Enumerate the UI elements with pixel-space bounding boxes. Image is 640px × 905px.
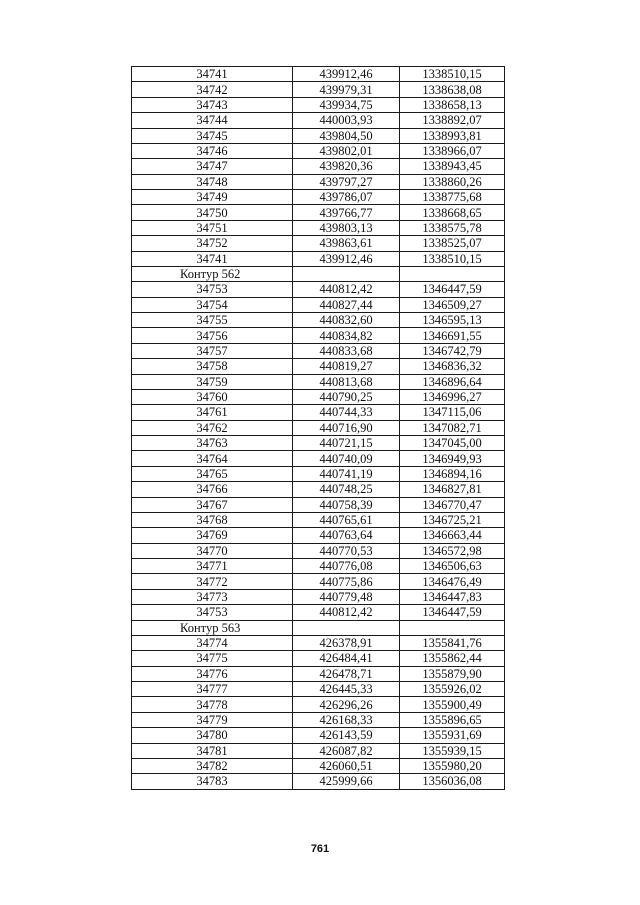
x-coordinate-cell: 440770,53 <box>293 543 400 558</box>
y-coordinate-cell: 1355896,65 <box>400 712 505 727</box>
point-number-cell: 34741 <box>132 251 293 266</box>
y-coordinate-cell: 1346509,27 <box>400 297 505 312</box>
point-number-cell: 34780 <box>132 728 293 743</box>
x-coordinate-cell: 440812,42 <box>293 605 400 620</box>
contour-heading-row <box>132 620 505 635</box>
point-number-cell: 34743 <box>132 97 293 112</box>
y-coordinate-cell: 1346595,13 <box>400 313 505 328</box>
y-coordinate-cell: 1346949,93 <box>400 451 505 466</box>
point-number-cell: 34755 <box>132 313 293 328</box>
point-number-cell: 34778 <box>132 697 293 712</box>
y-coordinate-cell: 1346827,81 <box>400 482 505 497</box>
y-coordinate-cell: 1338658,13 <box>400 97 505 112</box>
contour-heading-cell: Контур 563 <box>132 620 293 635</box>
table-row <box>132 236 505 251</box>
coordinates-table <box>131 66 505 790</box>
x-coordinate-cell: 440775,86 <box>293 574 400 589</box>
point-number-cell: 34779 <box>132 712 293 727</box>
x-coordinate-cell: 440819,27 <box>293 359 400 374</box>
table-row <box>132 774 505 789</box>
y-coordinate-cell: 1355980,20 <box>400 758 505 773</box>
table-row <box>132 451 505 466</box>
point-number-cell: 34749 <box>132 190 293 205</box>
table-row <box>132 605 505 620</box>
x-coordinate-cell: 440832,60 <box>293 313 400 328</box>
table-row <box>132 436 505 451</box>
y-coordinate-cell: 1356036,08 <box>400 774 505 789</box>
point-number-cell: 34767 <box>132 497 293 512</box>
x-coordinate-cell: 439934,75 <box>293 97 400 112</box>
x-coordinate-cell: 440812,42 <box>293 282 400 297</box>
table-row <box>132 405 505 420</box>
table-row <box>132 343 505 358</box>
table-row <box>132 174 505 189</box>
table-row <box>132 97 505 112</box>
x-coordinate-cell: 426060,51 <box>293 758 400 773</box>
x-coordinate-cell: 440740,09 <box>293 451 400 466</box>
point-number-cell: 34761 <box>132 405 293 420</box>
point-number-cell: 34777 <box>132 682 293 697</box>
table-row <box>132 205 505 220</box>
y-coordinate-cell: 1338860,26 <box>400 174 505 189</box>
x-coordinate-cell: 440790,25 <box>293 389 400 404</box>
table-row <box>132 143 505 158</box>
y-coordinate-cell: 1346572,98 <box>400 543 505 558</box>
x-coordinate-cell: 440833,68 <box>293 343 400 358</box>
point-number-cell: 34760 <box>132 389 293 404</box>
x-coordinate-cell: 439786,07 <box>293 190 400 205</box>
point-number-cell: 34782 <box>132 758 293 773</box>
table-row <box>132 651 505 666</box>
x-coordinate-cell: 439863,61 <box>293 236 400 251</box>
x-coordinate-cell: 440721,15 <box>293 436 400 451</box>
x-coordinate-cell: 440763,64 <box>293 528 400 543</box>
y-coordinate-cell: 1347082,71 <box>400 420 505 435</box>
contour-heading-cell: Контур 562 <box>132 266 293 281</box>
point-number-cell: 34768 <box>132 512 293 527</box>
point-number-cell: 34763 <box>132 436 293 451</box>
point-number-cell: 34745 <box>132 128 293 143</box>
table-row <box>132 666 505 681</box>
y-coordinate-cell: 1355939,15 <box>400 743 505 758</box>
table-row <box>132 82 505 97</box>
table-row <box>132 67 505 82</box>
x-coordinate-cell: 439797,27 <box>293 174 400 189</box>
table-row <box>132 497 505 512</box>
x-coordinate-cell: 439979,31 <box>293 82 400 97</box>
point-number-cell: 34783 <box>132 774 293 789</box>
y-coordinate-cell: 1338668,65 <box>400 205 505 220</box>
point-number-cell: 34756 <box>132 328 293 343</box>
x-coordinate-cell: 440827,44 <box>293 297 400 312</box>
y-coordinate-cell: 1346663,44 <box>400 528 505 543</box>
y-coordinate-cell: 1346447,59 <box>400 605 505 620</box>
table-row <box>132 682 505 697</box>
y-coordinate-cell: 1355862,44 <box>400 651 505 666</box>
table-row <box>132 128 505 143</box>
table-row <box>132 328 505 343</box>
table-row <box>132 420 505 435</box>
contour-heading-row <box>132 266 505 281</box>
x-coordinate-cell: 440003,93 <box>293 113 400 128</box>
y-coordinate-cell: 1355931,69 <box>400 728 505 743</box>
x-coordinate-cell: 440779,48 <box>293 589 400 604</box>
y-coordinate-cell: 1338892,07 <box>400 113 505 128</box>
y-coordinate-cell: 1338966,07 <box>400 143 505 158</box>
point-number-cell: 34748 <box>132 174 293 189</box>
x-coordinate-cell: 426168,33 <box>293 712 400 727</box>
table-row <box>132 697 505 712</box>
coordinates-table-body <box>132 67 505 790</box>
y-coordinate-cell: 1338638,08 <box>400 82 505 97</box>
table-row <box>132 113 505 128</box>
point-number-cell: 34781 <box>132 743 293 758</box>
table-row <box>132 374 505 389</box>
x-coordinate-cell: 440744,33 <box>293 405 400 420</box>
table-row <box>132 574 505 589</box>
point-number-cell: 34770 <box>132 543 293 558</box>
point-number-cell: 34752 <box>132 236 293 251</box>
x-coordinate-cell: 426143,59 <box>293 728 400 743</box>
y-coordinate-cell: 1355841,76 <box>400 635 505 650</box>
y-coordinate-cell: 1346770,47 <box>400 497 505 512</box>
x-coordinate-cell: 439820,36 <box>293 159 400 174</box>
y-coordinate-cell <box>400 266 505 281</box>
table-row <box>132 466 505 481</box>
table-row <box>132 512 505 527</box>
table-row <box>132 712 505 727</box>
y-coordinate-cell: 1355926,02 <box>400 682 505 697</box>
x-coordinate-cell: 425999,66 <box>293 774 400 789</box>
y-coordinate-cell: 1338775,68 <box>400 190 505 205</box>
point-number-cell: 34741 <box>132 67 293 82</box>
y-coordinate-cell: 1347045,00 <box>400 436 505 451</box>
point-number-cell: 34762 <box>132 420 293 435</box>
x-coordinate-cell: 440776,08 <box>293 559 400 574</box>
x-coordinate-cell: 440834,82 <box>293 328 400 343</box>
x-coordinate-cell: 426484,41 <box>293 651 400 666</box>
table-row <box>132 359 505 374</box>
y-coordinate-cell <box>400 620 505 635</box>
y-coordinate-cell: 1346447,83 <box>400 589 505 604</box>
point-number-cell: 34776 <box>132 666 293 681</box>
table-row <box>132 528 505 543</box>
point-number-cell: 34765 <box>132 466 293 481</box>
table-row <box>132 559 505 574</box>
table-row <box>132 190 505 205</box>
x-coordinate-cell: 439803,13 <box>293 220 400 235</box>
x-coordinate-cell: 440741,19 <box>293 466 400 481</box>
table-row <box>132 220 505 235</box>
point-number-cell: 34742 <box>132 82 293 97</box>
x-coordinate-cell: 426296,26 <box>293 697 400 712</box>
y-coordinate-cell: 1355900,49 <box>400 697 505 712</box>
point-number-cell: 34774 <box>132 635 293 650</box>
point-number-cell: 34746 <box>132 143 293 158</box>
x-coordinate-cell: 440716,90 <box>293 420 400 435</box>
y-coordinate-cell: 1346725,21 <box>400 512 505 527</box>
point-number-cell: 34769 <box>132 528 293 543</box>
y-coordinate-cell: 1346447,59 <box>400 282 505 297</box>
y-coordinate-cell: 1338943,45 <box>400 159 505 174</box>
point-number-cell: 34766 <box>132 482 293 497</box>
y-coordinate-cell: 1338993,81 <box>400 128 505 143</box>
y-coordinate-cell: 1346996,27 <box>400 389 505 404</box>
x-coordinate-cell: 426445,33 <box>293 682 400 697</box>
y-coordinate-cell: 1346742,79 <box>400 343 505 358</box>
y-coordinate-cell: 1346476,49 <box>400 574 505 589</box>
point-number-cell: 34747 <box>132 159 293 174</box>
table-row <box>132 728 505 743</box>
y-coordinate-cell: 1346506,63 <box>400 559 505 574</box>
point-number-cell: 34764 <box>132 451 293 466</box>
y-coordinate-cell: 1355879,90 <box>400 666 505 681</box>
x-coordinate-cell: 440813,68 <box>293 374 400 389</box>
table-row <box>132 159 505 174</box>
page-number: 761 <box>310 843 330 855</box>
x-coordinate-cell <box>293 620 400 635</box>
x-coordinate-cell: 426378,91 <box>293 635 400 650</box>
table-row <box>132 297 505 312</box>
point-number-cell: 34753 <box>132 282 293 297</box>
table-row <box>132 543 505 558</box>
point-number-cell: 34775 <box>132 651 293 666</box>
x-coordinate-cell <box>293 266 400 281</box>
x-coordinate-cell: 439802,01 <box>293 143 400 158</box>
y-coordinate-cell: 1346691,55 <box>400 328 505 343</box>
y-coordinate-cell: 1338575,78 <box>400 220 505 235</box>
table-row <box>132 282 505 297</box>
x-coordinate-cell: 439912,46 <box>293 67 400 82</box>
point-number-cell: 34757 <box>132 343 293 358</box>
y-coordinate-cell: 1338510,15 <box>400 251 505 266</box>
point-number-cell: 34759 <box>132 374 293 389</box>
x-coordinate-cell: 440748,25 <box>293 482 400 497</box>
y-coordinate-cell: 1346896,64 <box>400 374 505 389</box>
table-row <box>132 635 505 650</box>
point-number-cell: 34773 <box>132 589 293 604</box>
table-row <box>132 482 505 497</box>
x-coordinate-cell: 439804,50 <box>293 128 400 143</box>
point-number-cell: 34771 <box>132 559 293 574</box>
y-coordinate-cell: 1346894,16 <box>400 466 505 481</box>
point-number-cell: 34753 <box>132 605 293 620</box>
table-row <box>132 313 505 328</box>
y-coordinate-cell: 1346836,32 <box>400 359 505 374</box>
x-coordinate-cell: 440758,39 <box>293 497 400 512</box>
x-coordinate-cell: 440765,61 <box>293 512 400 527</box>
table-row <box>132 758 505 773</box>
point-number-cell: 34772 <box>132 574 293 589</box>
table-row <box>132 743 505 758</box>
point-number-cell: 34751 <box>132 220 293 235</box>
table-row <box>132 589 505 604</box>
x-coordinate-cell: 439912,46 <box>293 251 400 266</box>
point-number-cell: 34744 <box>132 113 293 128</box>
x-coordinate-cell: 426087,82 <box>293 743 400 758</box>
y-coordinate-cell: 1338510,15 <box>400 67 505 82</box>
table-row <box>132 251 505 266</box>
point-number-cell: 34754 <box>132 297 293 312</box>
x-coordinate-cell: 439766,77 <box>293 205 400 220</box>
x-coordinate-cell: 426478,71 <box>293 666 400 681</box>
point-number-cell: 34758 <box>132 359 293 374</box>
y-coordinate-cell: 1347115,06 <box>400 405 505 420</box>
y-coordinate-cell: 1338525,07 <box>400 236 505 251</box>
point-number-cell: 34750 <box>132 205 293 220</box>
table-row <box>132 389 505 404</box>
